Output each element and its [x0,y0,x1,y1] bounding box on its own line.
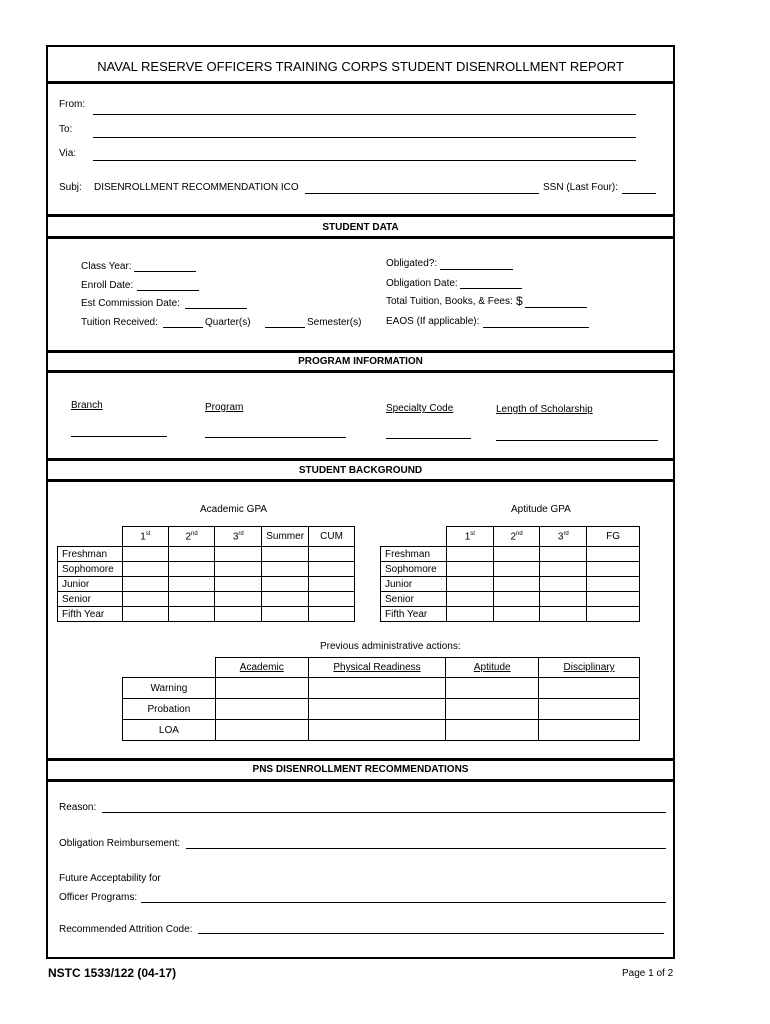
table-cell[interactable] [215,577,262,592]
table-cell[interactable] [309,562,355,577]
academic-col-2nd: 2nd [168,527,215,547]
section-title-recommendations: PNS DISENROLLMENT RECOMMENDATIONS [252,764,469,775]
row-label: Warning [123,678,216,699]
table-cell[interactable] [446,592,493,607]
academic-col-1st: 1st [122,527,168,547]
class-year-label: Class Year: [81,261,132,272]
enroll-date-label: Enroll Date: [81,280,134,291]
row-label: Junior [381,577,447,592]
semesters-label: Semester(s) [307,317,362,328]
obligation-date-label: Obligation Date: [386,278,458,289]
row-label: Probation [123,699,216,720]
table-cell[interactable] [540,607,587,622]
section-title-student-data: STUDENT DATA [322,222,399,233]
table-cell[interactable] [215,720,308,741]
obligation-reimbursement-label: Obligation Reimbursement: [59,838,181,849]
est-commission-field[interactable] [185,308,247,309]
academic-gpa-title: Academic GPA [200,504,268,515]
row-label: Fifth Year [381,607,447,622]
table-cell[interactable] [446,577,493,592]
page-number: Page 1 of 2 [622,968,674,979]
table-cell[interactable] [493,577,540,592]
future-acceptability-label-2: Officer Programs: [59,892,138,903]
section-title-background: STUDENT BACKGROUND [298,465,423,476]
table-cell[interactable] [446,678,539,699]
ssn-field[interactable] [622,193,656,194]
table-cell[interactable] [122,607,168,622]
future-acceptability-label-1: Future Acceptability for [59,873,161,884]
table-cell[interactable] [308,720,446,741]
table-cell[interactable] [168,562,215,577]
row-label: LOA [123,720,216,741]
to-field[interactable] [93,137,636,138]
section-divider-recommendations-bottom [46,779,675,782]
table-cell[interactable] [446,562,493,577]
specialty-header: Specialty Code [386,403,454,414]
via-label: Via: [59,148,77,159]
section-divider-recommendations [46,758,675,761]
tuition-received-label: Tuition Received: [81,317,158,328]
aptitude-col-2nd: 2nd [493,527,540,547]
est-commission-label: Est Commission Date: [81,298,180,309]
table-cell[interactable] [168,607,215,622]
table-cell[interactable] [168,547,215,562]
length-field[interactable] [496,440,658,441]
table-cell[interactable] [493,547,540,562]
form-title: NAVAL RESERVE OFFICERS TRAINING CORPS STUDENT DISENROLLMENT REPORT [97,59,624,74]
table-cell[interactable] [446,720,539,741]
table-cell[interactable] [587,547,640,562]
table-cell[interactable] [168,577,215,592]
eaos-label: EAOS (If applicable): [386,316,480,327]
table-cell[interactable] [262,562,309,577]
section-divider-program [46,350,675,353]
obligated-label: Obligated?: [386,258,438,269]
future-acceptability-field[interactable] [141,902,666,903]
table-cell[interactable] [215,607,262,622]
table-cell[interactable] [540,592,587,607]
academic-gpa-table [57,526,355,622]
branch-field[interactable] [71,436,167,437]
dollar-sign: $ [516,294,523,308]
attrition-code-field[interactable] [198,933,664,934]
corner-cell [58,527,123,547]
length-header: Length of Scholarship [496,404,593,415]
row-label: Freshman [381,547,447,562]
corner-cell [123,658,216,678]
table-cell[interactable] [587,607,640,622]
subj-name-field[interactable] [305,193,539,194]
aptitude-col-3rd: 3rd [540,527,587,547]
row-label: Fifth Year [58,607,123,622]
aptitude-gpa-title: Aptitude GPA [511,504,571,515]
section-divider-background [46,458,675,461]
table-cell[interactable] [215,562,262,577]
table-cell[interactable] [587,577,640,592]
row-label: Senior [58,592,123,607]
table-cell[interactable] [262,577,309,592]
reason-label: Reason: [59,802,97,813]
academic-col-3rd: 3rd [215,527,262,547]
action-col-physical: Physical Readiness [308,658,446,678]
action-col-academic: Academic [215,658,308,678]
row-label: Sophomore [381,562,447,577]
section-divider-student-data [46,214,675,217]
eaos-field[interactable] [483,327,589,328]
table-cell[interactable] [309,607,355,622]
table-cell[interactable] [540,577,587,592]
from-field[interactable] [93,114,636,115]
table-cell[interactable] [309,577,355,592]
table-cell[interactable] [122,577,168,592]
action-col-aptitude: Aptitude [446,658,539,678]
table-cell[interactable] [446,547,493,562]
class-year-field[interactable] [134,271,196,272]
via-field[interactable] [93,160,636,161]
from-label: From: [59,99,86,110]
prev-actions-title: Previous administrative actions: [320,641,461,652]
table-cell[interactable] [539,678,640,699]
action-col-disciplinary: Disciplinary [539,658,640,678]
section-divider-background-bottom [46,479,675,482]
attrition-code-label: Recommended Attrition Code: [59,924,193,935]
aptitude-col-1st: 1st [446,527,493,547]
subj-text: DISENROLLMENT RECOMMENDATION ICO [94,182,299,193]
corner-cell [381,527,447,547]
table-cell[interactable] [587,562,640,577]
obligated-field[interactable] [440,269,513,270]
row-label: Sophomore [58,562,123,577]
table-cell[interactable] [122,562,168,577]
table-cell[interactable] [446,699,539,720]
table-cell[interactable] [262,547,309,562]
table-cell[interactable] [262,592,309,607]
table-cell[interactable] [308,678,446,699]
table-cell[interactable] [493,607,540,622]
obligation-date-field[interactable] [460,288,522,289]
table-cell[interactable] [539,699,640,720]
academic-col-summer: Summer [262,527,309,547]
table-cell[interactable] [493,562,540,577]
row-label: Senior [381,592,447,607]
to-label: To: [59,124,73,135]
subj-label: Subj: [59,182,82,193]
table-cell[interactable] [122,592,168,607]
table-cell[interactable] [215,678,308,699]
title-divider [46,81,675,84]
aptitude-col-fg: FG [587,527,640,547]
table-cell[interactable] [587,592,640,607]
table-cell[interactable] [540,547,587,562]
table-cell[interactable] [308,699,446,720]
row-label: Junior [58,577,123,592]
section-title-program: PROGRAM INFORMATION [298,356,423,367]
academic-col-cum: CUM [309,527,355,547]
total-tuition-field[interactable] [525,307,587,308]
table-cell[interactable] [540,562,587,577]
semesters-field[interactable] [265,327,305,328]
admin-actions-table [122,657,640,741]
reason-field[interactable] [102,812,666,813]
quarters-field[interactable] [163,327,203,328]
table-cell[interactable] [493,592,540,607]
specialty-field[interactable] [386,438,471,439]
form-number: NSTC 1533/122 (04-17) [48,966,177,980]
section-divider-student-data-bottom [46,236,675,239]
program-field[interactable] [205,437,346,438]
table-cell[interactable] [122,547,168,562]
table-cell[interactable] [262,607,309,622]
table-cell[interactable] [539,720,640,741]
table-cell[interactable] [215,547,262,562]
table-cell[interactable] [168,592,215,607]
branch-header: Branch [71,400,103,411]
quarters-label: Quarter(s) [205,317,251,328]
table-cell[interactable] [309,592,355,607]
aptitude-gpa-table [380,526,640,622]
row-label: Freshman [58,547,123,562]
table-cell[interactable] [309,547,355,562]
section-divider-program-bottom [46,370,675,373]
table-cell[interactable] [215,699,308,720]
ssn-label: SSN (Last Four): [543,182,619,193]
enroll-date-field[interactable] [137,290,199,291]
obligation-reimbursement-field[interactable] [186,848,666,849]
program-header: Program [205,402,244,413]
table-cell[interactable] [446,607,493,622]
total-tuition-label: Total Tuition, Books, & Fees: [386,296,513,307]
table-cell[interactable] [215,592,262,607]
